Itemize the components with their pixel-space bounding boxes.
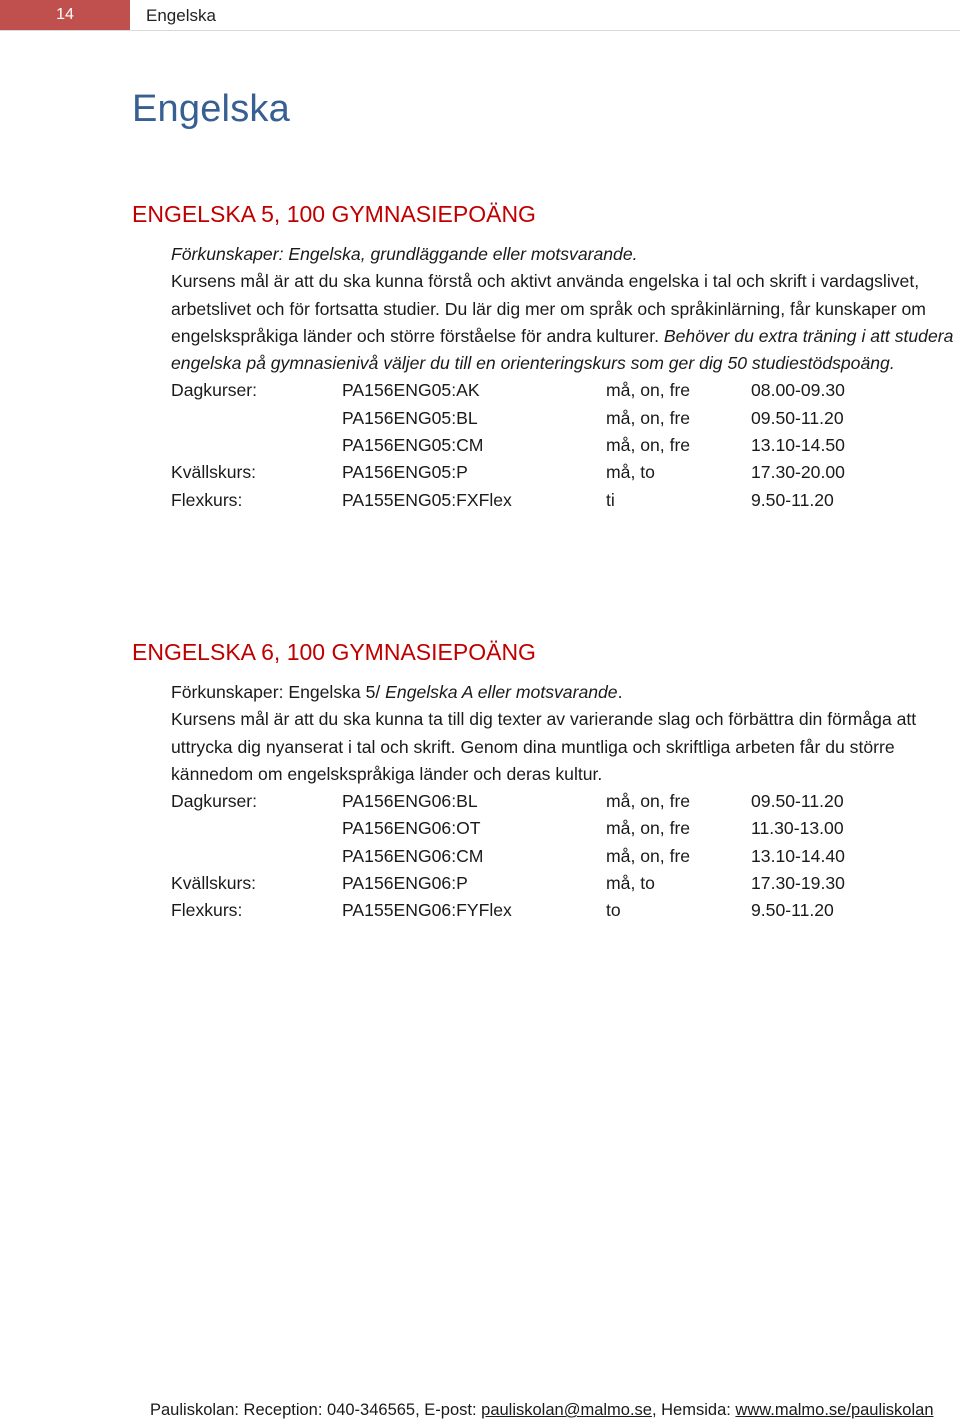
extra-training-note: Behöver du extra träning i att studera engelska på gymnasienivå väljer du till en orienteringskurs som ger dig 50 studiestödspoäng. — [171, 325, 954, 374]
course-time: 09.50-11.20 — [751, 407, 844, 428]
course-days: to — [606, 900, 621, 921]
course-days: må, to — [606, 462, 655, 483]
schedule-table — [171, 788, 958, 924]
course-code: PA155ENG06:FYFlex — [342, 900, 512, 921]
schedule-row — [171, 405, 958, 432]
page-title: Engelska — [132, 88, 290, 130]
course-days: må, on, fre — [606, 435, 691, 456]
section-heading: ENGELSKA 6, 100 GYMNASIEPOÄNG — [132, 639, 536, 665]
course-days: må, to — [606, 873, 655, 894]
page-number: 14 — [0, 0, 130, 30]
course-time: 09.50-11.20 — [751, 791, 844, 812]
course-code: PA156ENG05:P — [342, 462, 468, 483]
course-code: PA155ENG05:FXFlex — [342, 489, 512, 510]
schedule-row — [171, 432, 958, 459]
course-code: PA156ENG05:BL — [342, 407, 478, 428]
header-title: Engelska — [146, 6, 216, 25]
course-days: må, on, fre — [606, 380, 691, 401]
course-code: PA156ENG05:CM — [342, 435, 484, 456]
prereq-start: Förkunskaper: Engelska 5/ — [171, 682, 386, 702]
schedule-table — [171, 377, 958, 513]
prereq-italic: Engelska A eller motsvarande — [385, 682, 618, 702]
course-time: 11.30-13.00 — [751, 818, 844, 839]
footer-middle: , Hemsida: — [651, 1401, 736, 1419]
schedule-row — [171, 487, 958, 514]
prerequisites: Förkunskaper: Engelska, grundläggande eller motsvarande. — [171, 244, 638, 264]
section-engelska-6 — [132, 637, 958, 925]
section-engelska-5 — [132, 199, 958, 514]
email-link[interactable]: pauliskolan@malmo.se — [481, 1401, 652, 1419]
schedule-row — [171, 788, 958, 815]
course-days: ti — [606, 489, 615, 510]
schedule-row — [171, 459, 958, 486]
course-type: Kvällskurs: — [171, 873, 257, 894]
course-time: 08.00-09.30 — [751, 380, 845, 401]
footer-contact: Pauliskolan: Reception: 040-346565, E-post: — [150, 1401, 482, 1419]
schedule-row — [171, 377, 958, 404]
page-footer — [150, 1401, 934, 1420]
course-type: Kvällskurs: — [171, 462, 257, 483]
section-body — [171, 241, 958, 377]
website-link[interactable]: www.malmo.se/pauliskolan — [735, 1401, 934, 1419]
prereq-end: . — [617, 682, 623, 702]
section-body — [171, 679, 958, 788]
course-time: 13.10-14.50 — [751, 435, 845, 456]
schedule-row — [171, 897, 958, 924]
course-days: må, on, fre — [606, 791, 691, 812]
course-days: må, on, fre — [606, 845, 691, 866]
schedule-row — [171, 815, 958, 842]
course-code: PA156ENG05:AK — [342, 380, 480, 401]
course-description — [171, 268, 958, 377]
course-description: Kursens mål är att du ska kunna ta till dig texter av varierande slag och förbättra din förmåga att uttrycka dig nyanserat i tal och skrift. Genom dina muntliga och skriftliga arbeten får du större kännedom om engelskspråkiga länder och deras kultur. — [171, 709, 917, 784]
course-time: 9.50-11.20 — [751, 489, 834, 510]
course-days: må, on, fre — [606, 407, 691, 428]
course-type: Dagkurser: — [171, 791, 258, 812]
course-code: PA156ENG06:P — [342, 873, 468, 894]
section-heading: ENGELSKA 5, 100 GYMNASIEPOÄNG — [132, 201, 536, 227]
course-days: må, on, fre — [606, 818, 691, 839]
course-code: PA156ENG06:OT — [342, 818, 481, 839]
prerequisites — [171, 679, 958, 706]
course-time: 13.10-14.40 — [751, 845, 845, 866]
course-type: Dagkurser: — [171, 380, 258, 401]
schedule-row — [171, 843, 958, 870]
course-time: 17.30-19.30 — [751, 873, 845, 894]
page-header — [0, 0, 960, 31]
course-type: Flexkurs: — [171, 900, 243, 921]
course-code: PA156ENG06:BL — [342, 791, 478, 812]
description-text: Kursens mål är att du ska kunna förstå och aktivt använda engelska i tal och skrift i vardagslivet, arbetslivet och för fortsatta studier. Du lär dig mer om språk och språkinlärning, får kunskaper om engelskspråkiga länder och större förståelse för andra kulturer. — [171, 271, 926, 346]
course-time: 9.50-11.20 — [751, 900, 834, 921]
course-time: 17.30-20.00 — [751, 462, 845, 483]
course-type: Flexkurs: — [171, 489, 243, 510]
course-code: PA156ENG06:CM — [342, 845, 484, 866]
schedule-row — [171, 870, 958, 897]
